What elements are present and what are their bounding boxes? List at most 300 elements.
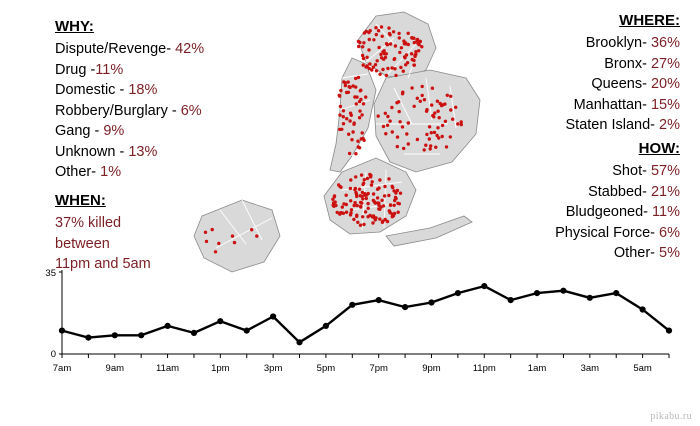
- homicide-dot: [342, 80, 345, 83]
- homicide-dot: [433, 111, 436, 114]
- x-tick-label: 5am: [633, 363, 652, 374]
- homicide-dot: [404, 42, 407, 45]
- homicide-dot: [345, 211, 348, 214]
- homicide-dot: [378, 217, 381, 220]
- homicide-dot: [217, 242, 220, 245]
- homicide-dot: [339, 105, 342, 108]
- homicide-dot: [358, 41, 361, 44]
- homicide-dot: [347, 91, 350, 94]
- homicide-dot: [390, 66, 393, 69]
- homicide-dot: [390, 106, 393, 109]
- how-item-2: [555, 202, 680, 223]
- homicide-dot: [375, 69, 378, 72]
- homicide-dot: [394, 197, 397, 200]
- homicide-dot: [354, 175, 357, 178]
- homicide-dot: [340, 128, 343, 131]
- homicide-dot: [440, 104, 443, 107]
- homicide-dot: [417, 43, 420, 46]
- homicide-dot: [411, 58, 414, 61]
- homicide-dot: [382, 58, 385, 61]
- series-point: [138, 332, 144, 338]
- homicide-dot: [364, 210, 367, 213]
- homicide-dot: [388, 32, 391, 35]
- where-panel: [566, 12, 680, 136]
- homicide-dot: [375, 33, 378, 36]
- homicide-dot: [352, 218, 355, 221]
- homicide-dot: [382, 204, 385, 207]
- homicide-dot: [372, 214, 375, 217]
- series-point: [481, 283, 487, 289]
- homicide-dot: [361, 131, 364, 134]
- how-item-3-label: Physical Force-: [555, 224, 655, 241]
- homicide-dot: [391, 130, 394, 133]
- homicide-dot: [431, 87, 434, 90]
- homicide-dot: [451, 118, 454, 121]
- homicide-dot: [364, 95, 367, 98]
- y-tick-0: 0: [50, 349, 56, 360]
- homicide-dot: [362, 57, 365, 60]
- why-item-2-value: 18%: [128, 82, 158, 98]
- where-item-2-label: Queens-: [591, 76, 647, 92]
- homicide-dot: [428, 125, 431, 128]
- homicide-dot: [369, 29, 372, 32]
- homicide-dot: [421, 94, 424, 97]
- homicide-dot: [381, 50, 384, 53]
- where-item-1-label: Bronx-: [604, 55, 647, 72]
- why-item-4-label: Gang -: [55, 123, 104, 139]
- homicide-dot: [435, 134, 438, 137]
- homicide-dot: [233, 241, 236, 244]
- series-point: [85, 335, 91, 341]
- where-title: WHERE:: [619, 12, 680, 29]
- series-point: [640, 306, 646, 312]
- homicide-dot: [425, 108, 428, 111]
- homicide-dot: [436, 100, 439, 103]
- homicide-dot: [349, 178, 352, 181]
- homicide-dot: [449, 108, 452, 111]
- how-item-3: [555, 223, 680, 244]
- why-item-6-label: Other-: [55, 164, 101, 180]
- homicide-dot: [376, 59, 379, 62]
- homicide-dot: [387, 177, 390, 180]
- how-item-0-value: 57%: [650, 163, 680, 179]
- x-tick-label: 1am: [527, 363, 547, 374]
- series-point: [534, 290, 540, 296]
- homicide-dot: [449, 95, 452, 98]
- where-item-1: [566, 54, 680, 75]
- homicide-dot: [380, 199, 383, 202]
- homicide-dot: [384, 112, 387, 115]
- homicide-dot: [366, 202, 369, 205]
- homicide-dot: [384, 132, 387, 135]
- homicide-dot: [357, 76, 360, 79]
- homicide-dot: [361, 191, 364, 194]
- homicide-dot: [401, 125, 404, 128]
- homicide-dot: [339, 89, 342, 92]
- homicide-dot: [421, 85, 424, 88]
- homicide-dot: [353, 201, 356, 204]
- homicide-dot: [342, 109, 345, 112]
- homicide-dot: [443, 102, 446, 105]
- how-item-3-value: 6%: [659, 224, 680, 241]
- series-point: [296, 339, 302, 345]
- homicide-dot: [393, 204, 396, 207]
- where-item-3-label: Manhattan-: [573, 96, 647, 113]
- why-item-2-label: Domestic -: [55, 82, 129, 98]
- how-title: HOW:: [638, 140, 680, 157]
- homicide-dot: [398, 110, 401, 113]
- homicide-dot: [405, 53, 408, 56]
- homicide-dot: [423, 148, 426, 151]
- homicide-dot: [355, 215, 358, 218]
- homicide-dot: [399, 192, 402, 195]
- homicide-dot: [413, 105, 416, 108]
- series-point: [455, 290, 461, 296]
- homicide-dot: [361, 137, 364, 140]
- x-tick-label: 9am: [105, 363, 125, 374]
- series-point: [59, 328, 65, 334]
- series-point: [560, 288, 566, 294]
- homicide-dot: [362, 63, 365, 66]
- homicide-dot: [414, 50, 417, 53]
- map-boroughs: [194, 12, 480, 272]
- homicide-dot: [402, 147, 405, 150]
- where-item-3-value: 15%: [650, 96, 680, 113]
- x-tick-label: 5pm: [316, 363, 336, 374]
- x-tick-label: 7pm: [369, 363, 388, 374]
- series-point: [112, 332, 118, 338]
- nyc-map-svg: [180, 4, 520, 289]
- why-item-3-value: 6%: [180, 102, 202, 119]
- homicide-dot: [350, 138, 353, 141]
- homicide-dot: [396, 145, 399, 148]
- homicide-dot: [361, 215, 364, 218]
- homicide-dot: [347, 80, 350, 83]
- homicide-dot: [394, 44, 397, 47]
- nyc-map: [180, 4, 520, 289]
- homicide-dot: [413, 41, 416, 44]
- homicide-dot: [371, 180, 374, 183]
- homicide-dot: [367, 207, 370, 210]
- homicide-dot: [396, 135, 399, 138]
- homicide-dot: [365, 56, 368, 59]
- where-item-2-value: 20%: [650, 76, 680, 92]
- homicide-dot: [205, 240, 208, 243]
- homicide-dot: [377, 46, 380, 49]
- homicide-dot: [389, 42, 392, 45]
- homicide-dot: [365, 197, 368, 200]
- homicide-dot: [361, 197, 364, 200]
- homicide-dot: [349, 112, 352, 115]
- homicide-dot: [400, 46, 403, 49]
- line-chart-svg: [22, 262, 677, 392]
- homicide-dot: [396, 202, 399, 205]
- why-item-5-value: 13%: [128, 143, 158, 160]
- series-point: [349, 302, 355, 308]
- homicide-dot: [380, 25, 383, 28]
- homicide-dot: [376, 188, 379, 191]
- homicide-dot: [342, 122, 345, 125]
- homicide-dot: [419, 100, 422, 103]
- why-item-1-value: 11%: [95, 61, 124, 78]
- homicide-dot: [338, 113, 341, 116]
- homicide-dot: [391, 186, 394, 189]
- chart-plot-area: [45, 268, 672, 374]
- homicide-dot: [416, 97, 419, 100]
- why-item-0-label: Dispute/Revenge-: [55, 41, 172, 57]
- homicide-dot: [401, 91, 404, 94]
- homicide-dot: [386, 67, 389, 70]
- homicide-dot: [381, 221, 384, 224]
- homicide-dot: [436, 110, 439, 113]
- homicide-dot: [362, 182, 365, 185]
- homicide-dot: [356, 204, 359, 207]
- homicide-dot: [360, 113, 363, 116]
- homicide-dot: [407, 142, 410, 145]
- homicide-dot: [359, 194, 362, 197]
- series-point: [165, 323, 171, 329]
- where-item-0-label: Brooklyn-: [585, 35, 647, 51]
- homicide-dot: [392, 30, 395, 33]
- homicide-dot: [370, 68, 373, 71]
- where-item-0-value: 36%: [650, 35, 680, 51]
- homicide-dot: [433, 131, 436, 134]
- x-tick-label: 11am: [156, 363, 180, 374]
- homicide-dot: [395, 101, 398, 104]
- series-point: [376, 297, 382, 303]
- series-point: [428, 299, 434, 305]
- homicide-dot: [394, 74, 397, 77]
- how-item-1-label: Stabbed-: [588, 183, 647, 200]
- homicide-dot: [424, 144, 427, 147]
- where-item-2: [566, 74, 680, 95]
- why-title: WHY:: [55, 18, 94, 35]
- where-item-4: [566, 115, 680, 136]
- homicide-dot: [376, 196, 379, 199]
- homicide-dot: [348, 119, 351, 122]
- homicide-dot: [334, 200, 337, 203]
- homicide-dot: [368, 173, 371, 176]
- where-item-0: [566, 33, 680, 54]
- homicide-dot: [381, 35, 384, 38]
- homicide-dot: [397, 211, 400, 214]
- homicide-dot: [387, 26, 390, 29]
- homicide-dot: [361, 54, 364, 57]
- homicide-dot: [255, 234, 258, 237]
- where-item-4-label: Staten Island-: [565, 117, 655, 133]
- homicide-dot: [441, 135, 444, 138]
- homicide-dot: [354, 152, 357, 155]
- homicide-dot: [382, 125, 385, 128]
- x-tick-label: 11pm: [472, 363, 496, 374]
- why-item-4-value: 9%: [103, 123, 125, 139]
- homicide-dot: [338, 94, 341, 97]
- homicide-dot: [359, 89, 362, 92]
- series-point: [244, 328, 250, 334]
- homicide-dot: [404, 63, 407, 66]
- why-item-3-label: Robbery/Burglary -: [55, 102, 181, 119]
- homicide-dot: [402, 70, 405, 73]
- homicide-dot: [378, 208, 381, 211]
- homicide-dot: [388, 209, 391, 212]
- how-item-4: [555, 243, 680, 264]
- homicide-dot: [449, 135, 452, 138]
- why-item-6-value: 1%: [100, 164, 122, 180]
- how-item-4-value: 5%: [659, 245, 680, 261]
- homicide-dot: [359, 98, 362, 101]
- homicide-dot: [460, 123, 463, 126]
- homicide-dot: [407, 121, 410, 124]
- homicide-dot: [342, 202, 345, 205]
- homicide-dot: [445, 145, 448, 148]
- homicide-dot: [438, 116, 441, 119]
- homicide-dot: [389, 204, 392, 207]
- homicide-dot: [341, 205, 344, 208]
- homicide-dot: [363, 178, 366, 181]
- homicide-dot: [231, 234, 234, 237]
- series-point: [270, 313, 276, 319]
- homicide-dot: [429, 144, 432, 147]
- homicide-dot: [434, 146, 437, 149]
- where-item-3: [566, 95, 680, 116]
- homicide-dot: [378, 178, 381, 181]
- homicide-dot: [370, 183, 373, 186]
- when-line-0: 37% killed: [55, 215, 122, 231]
- homicide-dot: [347, 133, 350, 136]
- homicide-dot: [344, 84, 347, 87]
- homicide-dot: [362, 223, 365, 226]
- homicide-dot: [356, 140, 359, 143]
- when-line-2: 11pm and 5am: [55, 256, 151, 272]
- homicide-dot: [374, 26, 377, 29]
- homicide-dot: [364, 65, 367, 68]
- homicide-dot: [368, 62, 371, 65]
- homicide-dot: [348, 85, 351, 88]
- homicide-dot: [430, 131, 433, 134]
- homicide-dot: [429, 147, 432, 150]
- homicide-dot: [250, 228, 253, 231]
- why-item-0-value: 42%: [175, 41, 205, 57]
- homicide-dot: [358, 116, 361, 119]
- series-line: [62, 286, 669, 342]
- homicide-dot: [373, 200, 376, 203]
- homicide-dot: [362, 102, 365, 105]
- homicide-dot: [359, 205, 362, 208]
- homicide-dot: [374, 63, 377, 66]
- homicide-dot: [361, 45, 364, 48]
- homicide-dot: [359, 224, 362, 227]
- homicide-dot: [350, 208, 353, 211]
- homicide-dot: [349, 187, 352, 190]
- homicide-dot: [416, 138, 419, 141]
- homicide-dot: [377, 29, 380, 32]
- y-tick-max: 35: [45, 268, 56, 279]
- when-title: WHEN:: [55, 192, 106, 209]
- homicide-dot: [386, 43, 389, 46]
- homicide-dot: [411, 36, 414, 39]
- homicide-dot: [392, 214, 395, 217]
- homicide-dot: [360, 201, 363, 204]
- homicide-dot: [345, 194, 348, 197]
- homicide-dot: [357, 45, 360, 48]
- homicide-dot: [413, 63, 416, 66]
- homicide-dot: [353, 188, 356, 191]
- homicide-dot: [368, 38, 371, 41]
- homicide-dot: [354, 191, 357, 194]
- series-point: [508, 297, 514, 303]
- homicide-dot: [436, 126, 439, 129]
- homicide-dot: [333, 194, 336, 197]
- homicide-dot: [393, 57, 396, 60]
- homicide-dot: [387, 194, 390, 197]
- where-item-4-value: 2%: [659, 117, 680, 133]
- homicide-dot: [366, 177, 369, 180]
- homicide-dot: [211, 228, 214, 231]
- homicide-dot: [357, 145, 360, 148]
- homicide-dot: [393, 67, 396, 70]
- homicide-dot: [204, 231, 207, 234]
- why-item-5-label: Unknown -: [55, 143, 129, 160]
- why-item-1-label: Drug -: [55, 61, 96, 78]
- homicide-dot: [372, 38, 375, 41]
- homicide-dot: [385, 52, 388, 55]
- homicide-dot: [454, 106, 457, 109]
- x-tick-label: 9pm: [422, 363, 441, 374]
- homicide-dot: [444, 120, 447, 123]
- homicide-dot: [428, 137, 431, 140]
- where-item-1-value: 27%: [650, 55, 680, 72]
- how-item-1-value: 21%: [650, 183, 680, 200]
- x-tick-label: 7am: [52, 363, 72, 374]
- x-tick-label: 1pm: [211, 363, 230, 374]
- homicide-dot: [425, 133, 428, 136]
- how-item-2-value: 11%: [652, 204, 680, 220]
- homicide-dot: [349, 199, 352, 202]
- homicide-dot: [372, 192, 375, 195]
- watermark: pikabu.ru: [650, 411, 692, 422]
- homicide-dot: [362, 41, 365, 44]
- how-item-0: [555, 161, 680, 182]
- homicide-dot: [334, 204, 337, 207]
- homicide-dot: [441, 124, 444, 127]
- homicide-dot: [398, 120, 401, 123]
- homicide-dot: [398, 36, 401, 39]
- series-point: [217, 318, 223, 324]
- series-point: [191, 330, 197, 336]
- homicide-dot: [413, 55, 416, 58]
- how-item-1: [555, 182, 680, 203]
- homicide-dot: [338, 185, 341, 188]
- homicide-dot: [363, 31, 366, 34]
- x-tick-label: 3am: [580, 363, 600, 374]
- homicide-dot: [383, 194, 386, 197]
- homicide-dot: [410, 86, 413, 89]
- series-point: [613, 290, 619, 296]
- homicide-dot: [339, 211, 342, 214]
- how-panel: [555, 140, 680, 264]
- homicide-dot: [360, 173, 363, 176]
- homicide-dot: [410, 52, 413, 55]
- hourly-homicide-line-chart: [22, 262, 677, 392]
- homicide-dot: [358, 109, 361, 112]
- homicide-dot: [377, 114, 380, 117]
- homicide-dot: [456, 122, 459, 125]
- series-point: [323, 323, 329, 329]
- homicide-dot: [355, 195, 358, 198]
- homicide-dot: [342, 115, 345, 118]
- homicide-dot: [355, 102, 358, 105]
- how-item-4-label: Other-: [613, 245, 655, 261]
